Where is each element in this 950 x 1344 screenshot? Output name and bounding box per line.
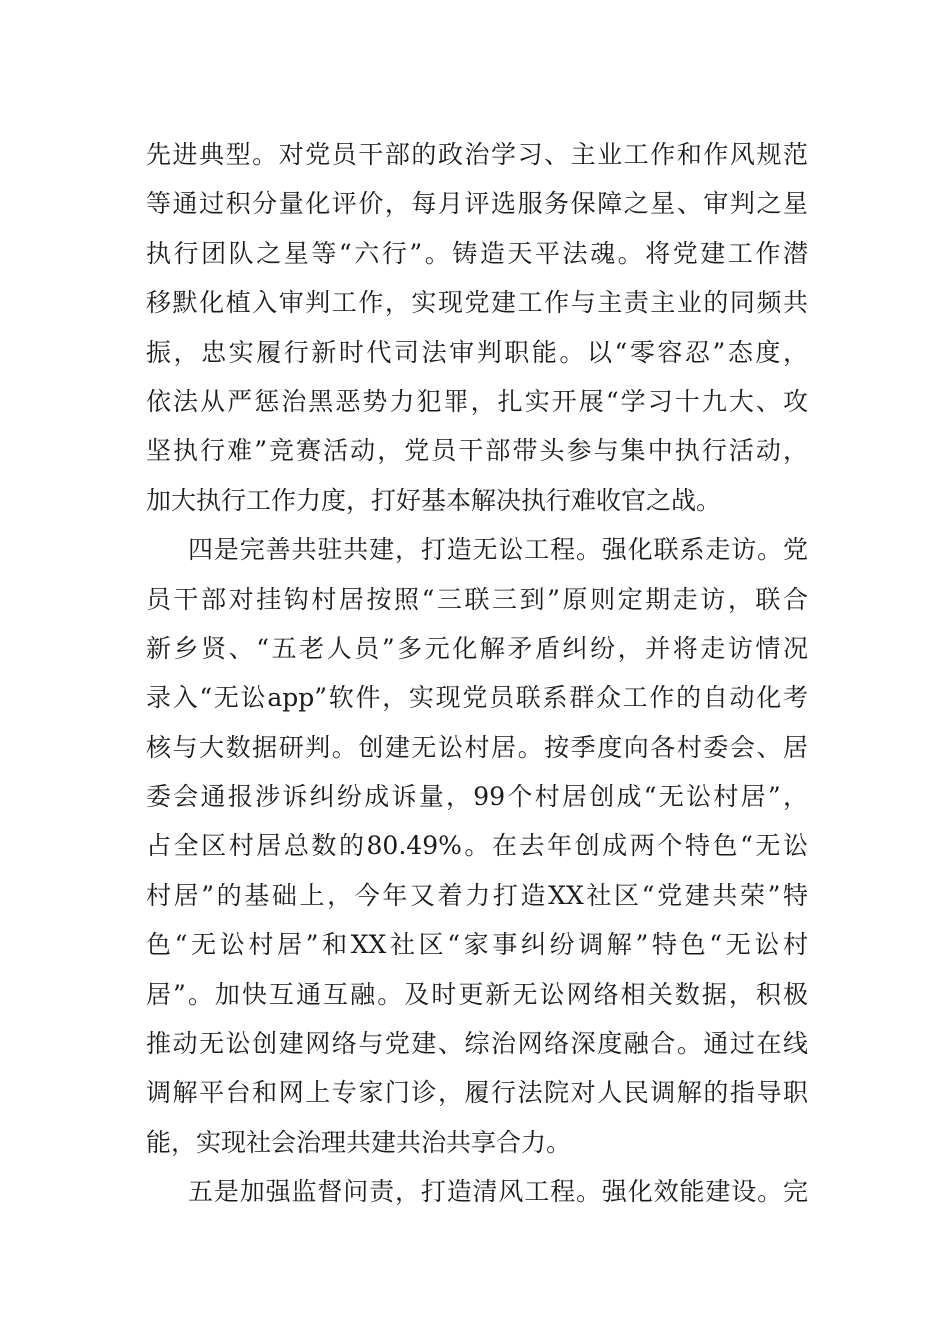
text-line: 依法从严惩治黑恶势力犯罪，扎实开展“学习十九大、攻 <box>146 386 808 416</box>
text-line: 振，忠实履行新时代司法审判职能。以“零容忍”态度， <box>146 337 808 367</box>
text-line: 委会通报涉诉纠纷成诉量，99个村居创成“无讼村居”， <box>146 782 808 812</box>
text-line: 录入“无讼app”软件，实现党员联系群众工作的自动化考 <box>146 683 808 713</box>
text-line: 占全区村居总数的80.49%。在去年创成两个特色“无讼 <box>146 831 808 861</box>
text-line: 四是完善共驻共建，打造无讼工程。强化联系走访。党 <box>188 535 808 565</box>
text-line: 移默化植入审判工作，实现党建工作与主责主业的同频共 <box>146 288 808 318</box>
text-line: 坚执行难”竞赛活动，党员干部带头参与集中执行活动， <box>146 436 808 466</box>
text-line: 等通过积分量化评价，每月评选服务保障之星、审判之星 <box>146 189 808 219</box>
text-line: 推动无讼创建网络与党建、综治网络深度融合。通过在线 <box>146 1029 808 1059</box>
paragraph <box>146 130 808 525</box>
text-line: 先进典型。对党员干部的政治学习、主业工作和作风规范 <box>146 140 808 169</box>
text-line: 居”。加快互通互融。及时更新无讼网络相关数据，积极 <box>146 979 808 1009</box>
text-line: 色“无讼村居”和XX社区“家事纠纷调解”特色“无讼村 <box>146 930 808 960</box>
text-line: 员干部对挂钩村居按照“三联三到”原则定期走访，联合 <box>146 584 808 614</box>
text-line: 调解平台和网上专家门诊，履行法院对人民调解的指导职 <box>146 1078 808 1108</box>
paragraph <box>146 1167 808 1216</box>
document-body <box>146 130 808 1217</box>
text-line: 村居”的基础上，今年又着力打造XX社区“党建共荣”特 <box>146 880 808 910</box>
text-line: 核与大数据研判。创建无讼村居。按季度向各村委会、居 <box>146 732 808 762</box>
text-line: 加大执行工作力度，打好基本解决执行难收官之战。 <box>146 485 722 515</box>
text-line: 能，实现社会治理共建共治共享合力。 <box>146 1127 572 1157</box>
paragraph <box>146 525 808 1167</box>
text-line: 五是加强监督问责，打造清风工程。强化效能建设。完 <box>188 1177 808 1207</box>
text-line: 新乡贤、“五老人员”多元化解矛盾纠纷，并将走访情况 <box>146 633 808 663</box>
text-line: 执行团队之星等“六行”。铸造天平法魂。将党建工作潜 <box>146 238 808 268</box>
